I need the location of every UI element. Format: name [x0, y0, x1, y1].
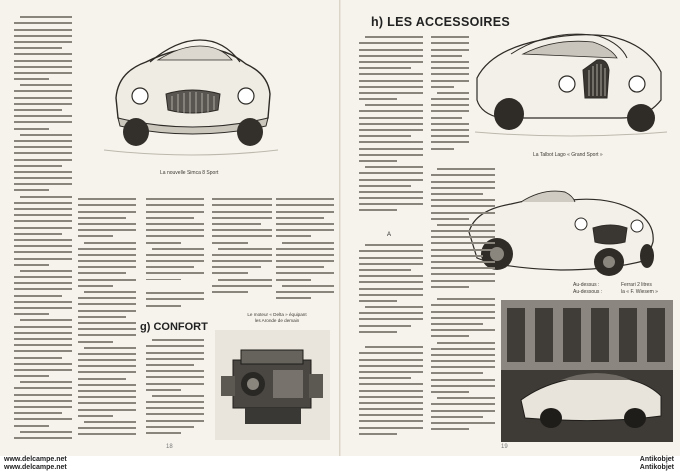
ferrari-caption-text-top: Ferrari 2 litres [621, 282, 652, 288]
right-page-column-3 [431, 34, 469, 162]
ferrari-caption-text-bottom: la « F. Wiesem » [621, 289, 658, 295]
page-number-right: 19 [501, 444, 508, 450]
right-page-column-3b [431, 166, 495, 292]
section-heading-accessoires: h) LES ACCESSOIRES [371, 15, 510, 29]
simca-caption: La nouvelle Simca 8 Sport [160, 170, 219, 176]
page-number-left: 18 [166, 444, 173, 450]
footer-right-line-1: Antikobjet [639, 456, 674, 463]
left-page-column-2 [78, 196, 136, 440]
showroom-photo [501, 300, 673, 442]
footer-right-line-2: Antikobjet [639, 464, 674, 471]
right-page-column-1b [359, 242, 423, 338]
ferrari-caption-label-top: Au-dessus : [573, 282, 600, 288]
simca-car-illustration [96, 10, 284, 162]
left-page [0, 0, 340, 456]
left-page-column-3 [146, 196, 204, 280]
footer-left-line-2: www.delcampe.net [4, 464, 67, 471]
right-page-column-1 [359, 34, 423, 224]
ferrari-caption-label-bottom: Au-dessous : [573, 289, 603, 295]
right-page [341, 0, 680, 456]
left-page-column-3b [146, 290, 204, 310]
left-page-column-3c [146, 337, 204, 440]
talbot-car-illustration [471, 14, 671, 144]
talbot-caption: La Talbot Lago « Grand Sport » [533, 152, 603, 158]
left-page-column-1 [14, 14, 72, 440]
footer-band [0, 456, 680, 473]
right-page-column-2b [431, 296, 495, 440]
engine-photo [215, 330, 330, 440]
engine-caption: Le moteur « Delta » équipant les Aronde de demain [247, 312, 307, 323]
section-heading-confort: g) CONFORT [140, 321, 208, 333]
footer-left-line-1: www.delcampe.net [4, 456, 67, 463]
left-page-column-5 [276, 196, 334, 306]
right-page-column-1c [359, 344, 423, 440]
section-marker-a: A [387, 232, 392, 238]
left-page-column-4 [212, 196, 272, 316]
